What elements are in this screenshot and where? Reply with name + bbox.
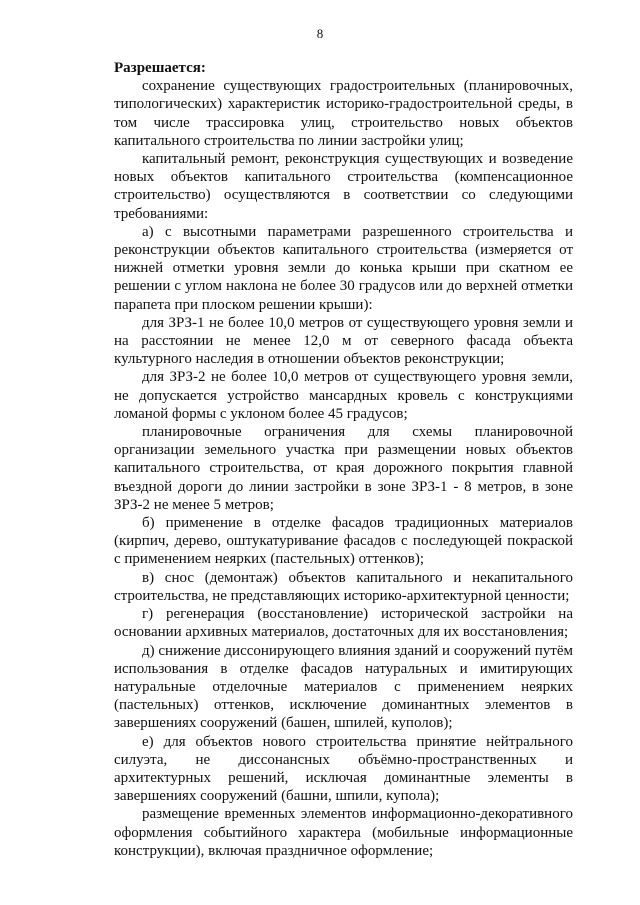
document-body: [114, 59, 573, 860]
paragraph: для ЗРЗ-2 не более 10,0 метров от существующего уровня земли, не допускается устройство мансардных кровель с конструкциями ломаной формы с уклоном более 45 градусов;: [114, 369, 573, 422]
paragraph: г) регенерация (восстановление) исторической застройки на основании архивных материалов, достаточных для их восстановления;: [114, 606, 573, 641]
paragraph: д) снижение диссонирующего влияния зданий и сооружений путём использования в отделке фасадов натуральных и имитирующих натуральные отделочные материалов с применением неярких (пастельных) оттенков, исключение доминантных элементов в завершениях сооружений (башен, шпилей, куполов);: [114, 642, 573, 732]
section-heading: Разрешается:: [114, 60, 206, 76]
paragraph: а) с высотными параметрами разрешенного строительства и реконструкции объектов капитального строительства (измеряется от нижней отметки уровня земли до конька крыши при скатном ее решении с углом наклона не более 30 градусов или до верхней отметки парапета при плоском решении крыши):: [114, 223, 573, 313]
page-number: 8: [316, 26, 324, 41]
paragraph: для ЗРЗ-1 не более 10,0 метров от существующего уровня земли и на расстоянии не менее 12,0 м от северного фасада объекта культурного наследия в отношении объектов реконструкции;: [114, 314, 573, 368]
paragraph: б) применение в отделке фасадов традиционных материалов (кирпич, дерево, оштукатуривание фасадов с последующей покраской с применением неярких (пастельных) оттенков);: [114, 515, 573, 568]
paragraph: в) снос (демонтаж) объектов капитального и некапитального строительства, не представляющих историко-архитектурной ценности;: [114, 569, 573, 604]
paragraph: е) для объектов нового строительства принятие нейтрального силуэта, не диссонансных объёмно-пространственных и архитектурных решений, исключая доминантные элементы в завершениях сооружений (башни, шпили, купола);: [114, 733, 573, 805]
paragraph: капитальный ремонт, реконструкция существующих и возведение новых объектов капитального строительства (компенсационное строительство) осуществляются в соответствии со следующими требованиями:: [114, 151, 573, 222]
paragraph: сохранение существующих градостроительных (планировочных, типологических) характеристик историко-градостроительной среды, в том числе трассировка улиц, строительство новых объектов капитального строительства по линии застройки улиц;: [114, 78, 573, 149]
paragraph: размещение временных элементов информационно-декоративного оформления событийного характера (мобильные информационные конструкции), включая праздничное оформление;: [114, 806, 573, 859]
paragraph: планировочные ограничения для схемы планировочной организации земельного участка при размещении новых объектов капитального строительства, от края дорожного покрытия главной въездной дороги до линии застройки в зоне ЗРЗ-1 - 8 метров, в зоне ЗРЗ-2 не менее 5 метров;: [114, 424, 573, 513]
